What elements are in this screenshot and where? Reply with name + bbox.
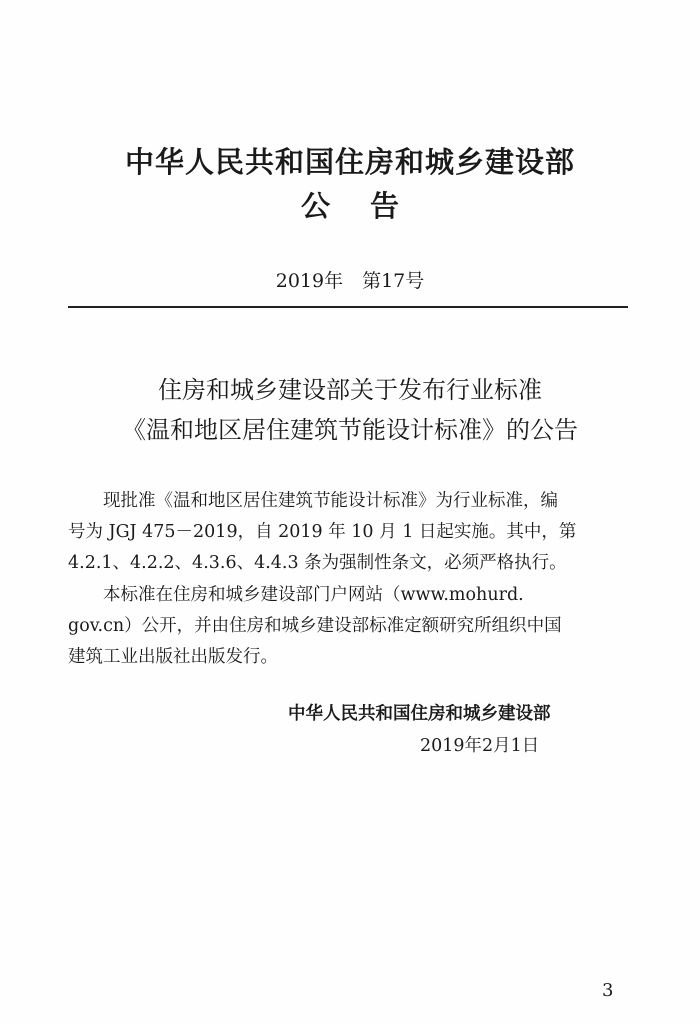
issuing-authority: 中华人民共和国住房和城乡建设部 (288, 704, 551, 724)
page-number: 3 (602, 980, 614, 1001)
paragraph-line: gov.cn）公开，并由住房和城乡建设部标准定额研究所组织中国 (68, 616, 562, 636)
notice-number: 2019年 第17号 (275, 270, 425, 292)
paragraph-line: 本标准在住房和城乡建设部门户网站（www.mohurd. (68, 585, 524, 605)
issue-date: 2019年2月1日 (420, 736, 540, 756)
agency-title: 中华人民共和国住房和城乡建设部 (124, 145, 575, 179)
announcement-title-line-2: 《温和地区居住建筑节能设计标准》的公告 (122, 416, 578, 444)
notice-title: 公告 (300, 189, 439, 223)
header-divider (68, 306, 628, 308)
announcement-title-line-1: 住房和城乡建设部关于发布行业标准 (158, 376, 542, 404)
paragraph-line: 号为 JGJ 475－2019，自 2019 年 10 月 1 日起实施。其中，第 (68, 522, 577, 542)
paragraph-line: 现批准《温和地区居住建筑节能设计标准》为行业标准，编 (68, 491, 558, 511)
paragraph-line: 建筑工业出版社出版发行。 (68, 647, 278, 667)
body-paragraph-2 (68, 580, 636, 673)
body-paragraph-1 (68, 486, 636, 579)
paragraph-line: 4.2.1、4.2.2、4.3.6、4.4.3 条为强制性条文，必须严格执行。 (68, 553, 567, 573)
